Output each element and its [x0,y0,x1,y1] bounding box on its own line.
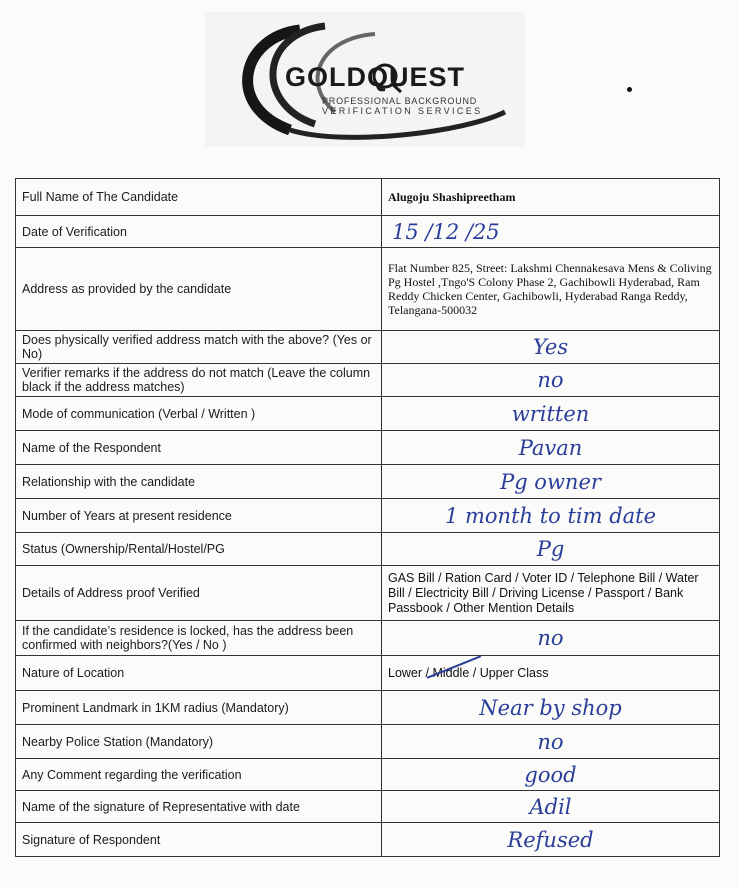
handwritten-answer: Yes [532,335,569,359]
row-label: Does physically verified address match with the above? (Yes or No) [16,331,382,364]
row-value [382,621,720,656]
table-row [16,566,720,621]
row-label: Number of Years at present residence [16,499,382,533]
handwritten-answer: good [524,762,577,787]
row-label: Address as provided by the candidate [16,248,382,331]
row-value [382,759,720,791]
table-row [16,691,720,725]
row-label: Full Name of The Candidate [16,179,382,216]
row-value [382,248,720,331]
table-row [16,791,720,823]
row-value [382,725,720,759]
row-value [382,499,720,533]
table-row [16,499,720,533]
address-proof-options: GAS Bill / Ration Card / Voter ID / Telephone Bill / Water Bill / Electricity Bill / Driving License / Passport / Bank Passbook / Other Mention Details [388,570,699,615]
location-class-options: Lower / Middle / Upper Class [388,665,549,680]
table-row [16,725,720,759]
handwritten-answer: no [537,729,564,754]
logo-wordmark: GOLDQUEST [285,62,466,92]
logo-tagline: VERIFICATION SERVICES [322,106,483,116]
candidate-name: Alugoju Shashipreetham [388,190,516,204]
row-label: Relationship with the candidate [16,465,382,499]
row-label: Prominent Landmark in 1KM radius (Mandatory) [16,691,382,725]
table-row [16,759,720,791]
handwritten-answer: written [511,401,590,426]
row-value [382,791,720,823]
row-value [382,566,720,621]
row-value [382,216,720,248]
row-label: Nature of Location [16,656,382,691]
handwritten-signature: Refused [507,827,594,852]
table-row [16,179,720,216]
table-row [16,656,720,691]
row-value [382,465,720,499]
row-value [382,656,720,691]
row-label: Any Comment regarding the verification [16,759,382,791]
table-row [16,431,720,465]
row-value [382,179,720,216]
row-label: Name of the Respondent [16,431,382,465]
handwritten-answer: Pg owner [500,469,601,494]
table-row [16,364,720,397]
row-value [382,533,720,566]
handwritten-answer: no [537,368,564,392]
table-row [16,533,720,566]
handwritten-answer: no [537,626,564,650]
ink-dot [627,87,632,92]
table-row [16,248,720,331]
row-label: Verifier remarks if the address do not match (Leave the column black if the address matches) [16,364,382,397]
table-row [16,465,720,499]
row-value [382,823,720,857]
row-label: Name of the signature of Representative with date [16,791,382,823]
table-row [16,216,720,248]
handwritten-date: 15 /12 /25 [392,219,500,244]
handwritten-answer: Pg [536,537,565,561]
logo-tagline: PROFESSIONAL BACKGROUND [322,96,478,106]
row-label: Date of Verification [16,216,382,248]
table-row [16,331,720,364]
row-label: Mode of communication (Verbal / Written ) [16,397,382,431]
address-text: Flat Number 825, Street: Lakshmi Chennakesava Mens & Coliving Pg Hostel ,Tngo'S Colony Phase 2, Gachibowli Hyderabad, Ram Reddy Chicken Center, Gachibowli, Hyderabad Ranga Reddy, Telangana-500032 [388,261,712,317]
row-label: If the candidate’s residence is locked, has the address been confirmed with neighbors?(Yes / No ) [16,621,382,656]
handwritten-answer: Near by shop [479,695,622,720]
table-row [16,823,720,857]
handwritten-answer: Adil [529,794,572,819]
row-value [382,331,720,364]
row-label: Details of Address proof Verified [16,566,382,621]
row-label: Nearby Police Station (Mandatory) [16,725,382,759]
table-row [16,621,720,656]
row-label: Signature of Respondent [16,823,382,857]
row-value [382,397,720,431]
row-value [382,691,720,725]
row-value [382,364,720,397]
row-value [382,431,720,465]
verification-form-table [15,178,720,857]
company-logo [205,12,525,147]
handwritten-answer: 1 month to tim date [444,503,657,528]
handwritten-answer: Pavan [518,435,583,460]
table-row [16,397,720,431]
row-label: Status (Ownership/Rental/Hostel/PG [16,533,382,566]
